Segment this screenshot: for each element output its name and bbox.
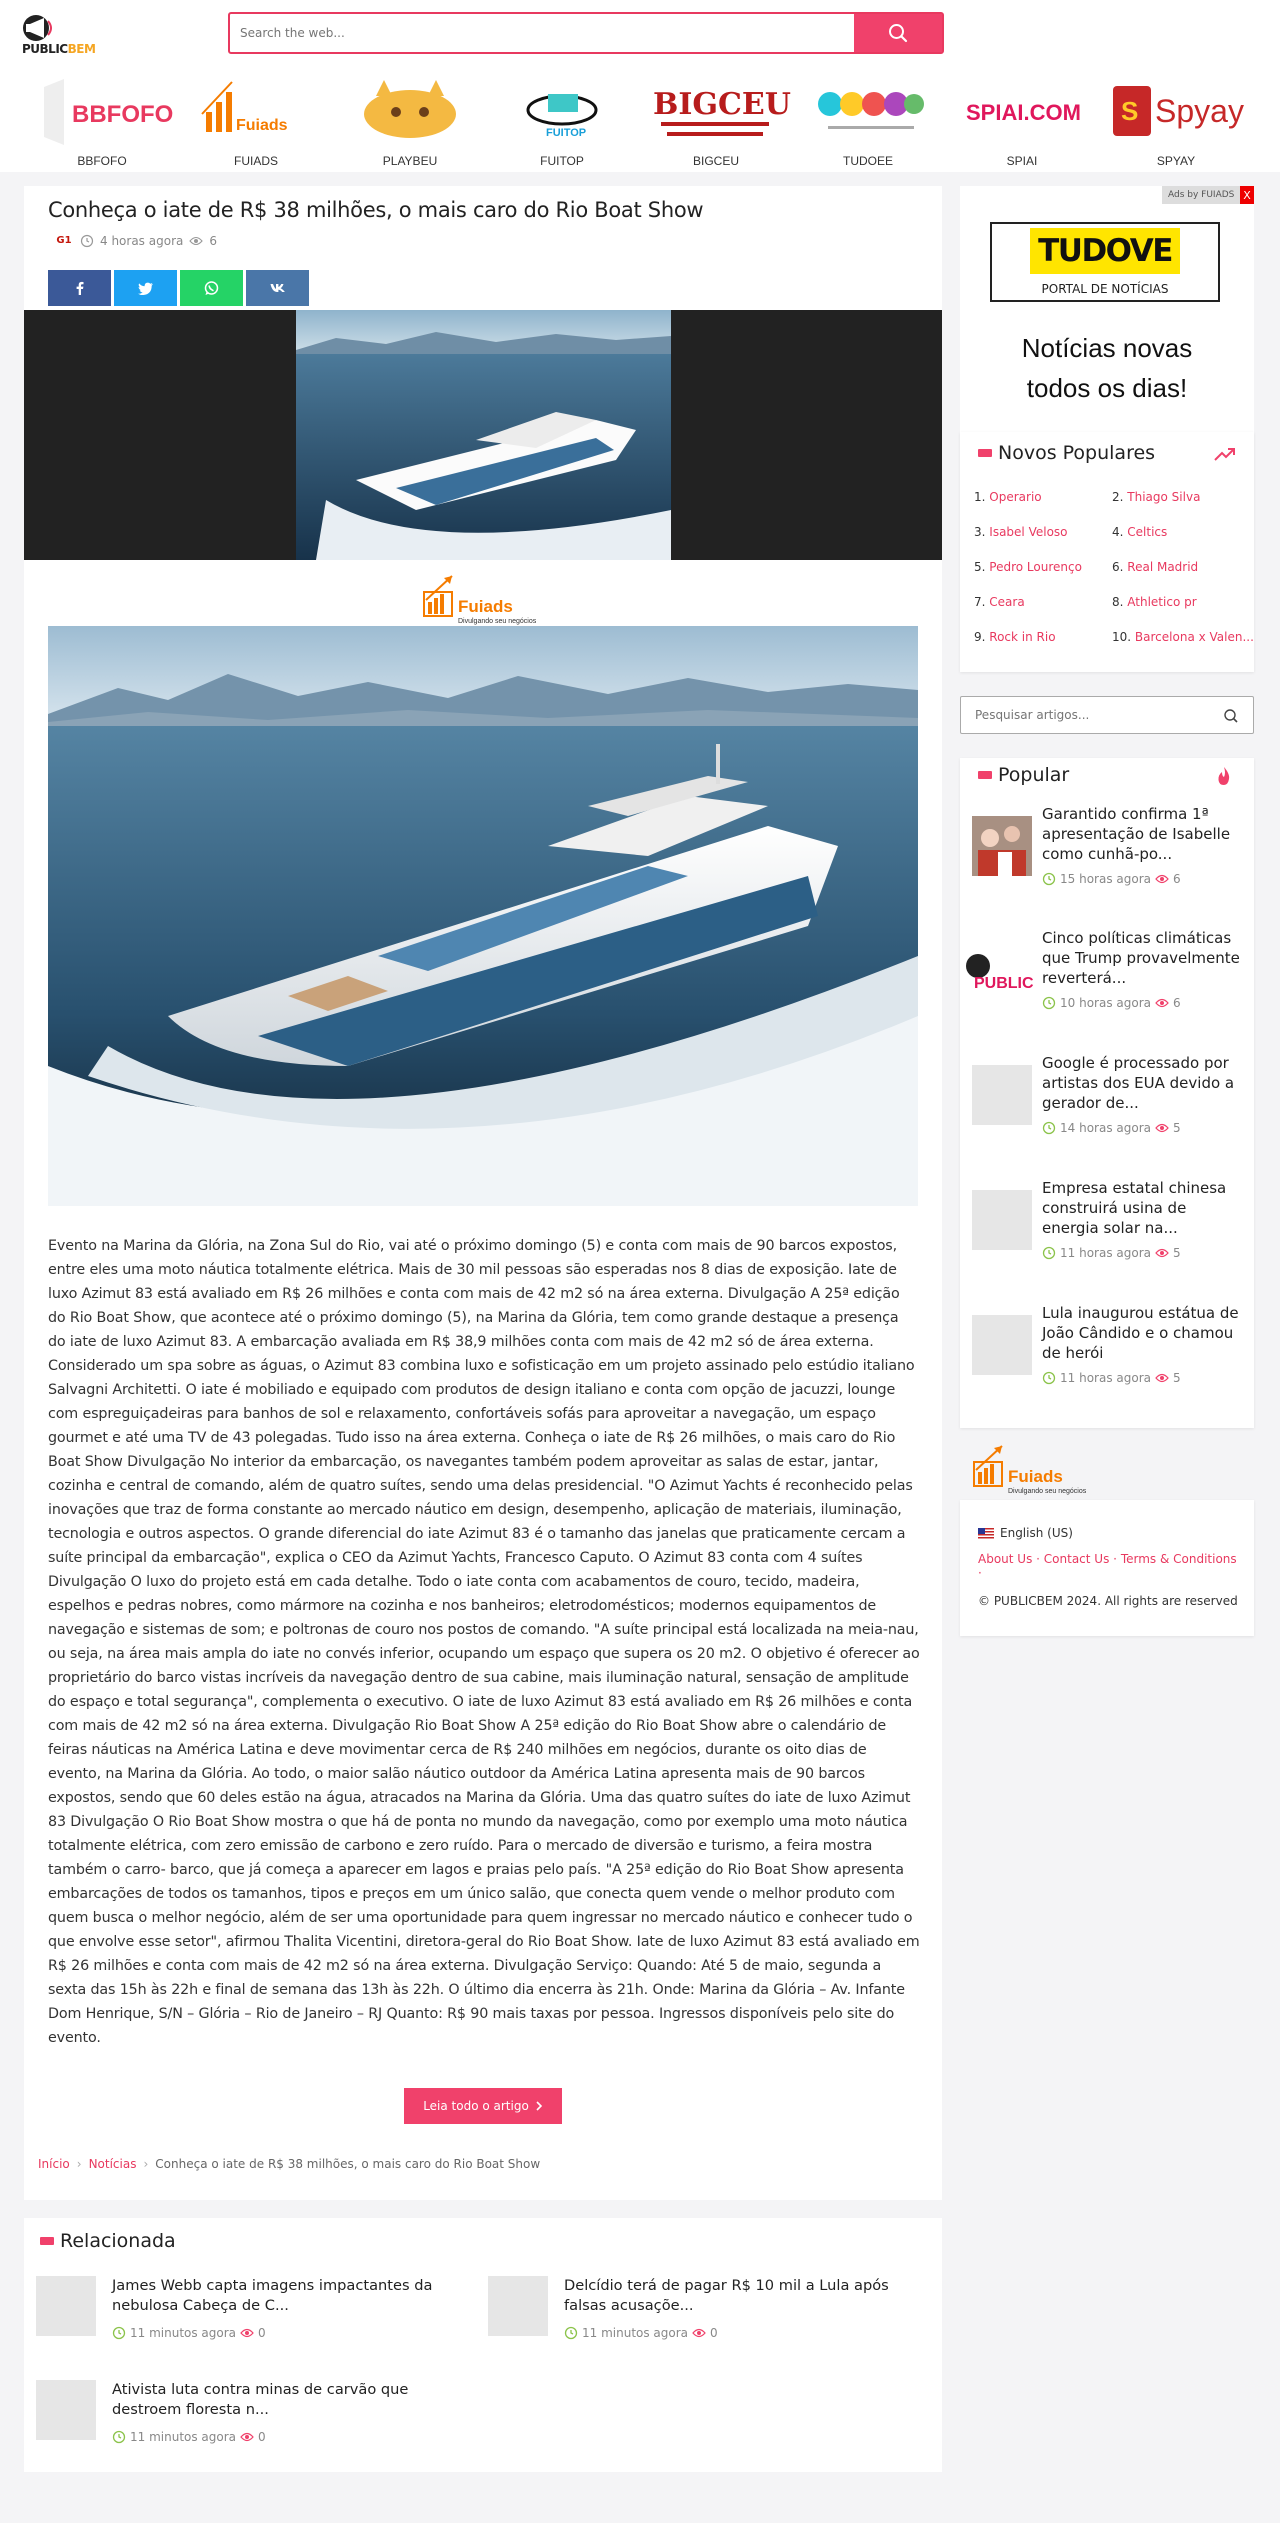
clock-icon bbox=[80, 234, 94, 248]
ad-brand-subtitle: PORTAL DE NOTÍCIAS bbox=[1041, 282, 1169, 296]
eye-icon bbox=[692, 2327, 706, 2339]
popular-meta bbox=[1042, 1371, 1181, 1385]
article-meta bbox=[54, 234, 217, 248]
ad-text bbox=[960, 328, 1254, 408]
popular-title[interactable]: Google é processado por artistas dos EUA devido a gerador de... bbox=[1042, 1054, 1235, 1112]
copyright: © PUBLICBEM 2024. All rights are reserved bbox=[978, 1594, 1238, 1608]
popular-title[interactable]: Empresa estatal chinesa construirá usina de energia solar na... bbox=[1042, 1179, 1227, 1237]
popular-meta bbox=[1042, 1121, 1181, 1135]
svg-text:S: S bbox=[1121, 96, 1139, 126]
partner-logo-fuitop bbox=[502, 74, 622, 150]
popular-time: 11 horas agora bbox=[1060, 1246, 1151, 1260]
popular-time: 10 horas agora bbox=[1060, 996, 1151, 1010]
footer-link-contact[interactable]: Contact Us bbox=[1043, 1552, 1110, 1566]
clock-icon bbox=[112, 2430, 126, 2444]
trending-item[interactable] bbox=[974, 630, 1104, 644]
fuiads-brand-logo bbox=[418, 570, 558, 626]
partner-strip bbox=[0, 70, 1280, 172]
trending-link[interactable]: Celtics bbox=[1127, 525, 1168, 539]
partner-logo-text: BBFOFO bbox=[72, 101, 174, 128]
related-time: 11 minutos agora bbox=[130, 2430, 237, 2444]
footer-link-separator: · bbox=[978, 1566, 982, 1580]
web-search-input[interactable] bbox=[240, 14, 840, 52]
partner-logo-fuiads bbox=[196, 74, 316, 150]
trending-rank: 3. bbox=[974, 525, 986, 539]
popular-thumbnail[interactable] bbox=[972, 1315, 1032, 1375]
related-views: 0 bbox=[258, 2326, 266, 2340]
partner-bigceu[interactable] bbox=[646, 74, 791, 170]
trending-heading-text: Novos Populares bbox=[998, 442, 1156, 464]
partner-spyay[interactable] bbox=[1106, 74, 1246, 170]
trending-link[interactable]: Pedro Lourenço bbox=[989, 560, 1082, 574]
trending-item[interactable] bbox=[1112, 525, 1242, 539]
related-views: 0 bbox=[258, 2430, 266, 2444]
popular-meta bbox=[1042, 996, 1181, 1010]
partner-logo-spyay bbox=[1116, 74, 1244, 150]
partner-logo-tudoee bbox=[808, 74, 928, 150]
trending-rank: 9. bbox=[974, 630, 986, 644]
share-whatsapp-button[interactable] bbox=[180, 270, 243, 306]
partner-label: PLAYBEU bbox=[382, 154, 438, 168]
web-search-button[interactable] bbox=[854, 14, 942, 52]
partner-logo-spiai bbox=[962, 74, 1082, 150]
partner-logo-text: Spyay bbox=[1155, 93, 1244, 129]
related-heading bbox=[40, 2230, 176, 2252]
partner-bbfofo[interactable] bbox=[32, 74, 172, 170]
site-footer bbox=[960, 1500, 1254, 1636]
brand-name: Fuiads bbox=[1008, 1467, 1063, 1486]
partner-label: SPIAI bbox=[1006, 154, 1038, 168]
yacht-hero-image bbox=[296, 310, 671, 560]
popular-views: 6 bbox=[1172, 996, 1181, 1010]
eye-icon bbox=[1155, 873, 1169, 885]
eye-icon bbox=[240, 2431, 254, 2443]
trending-item[interactable] bbox=[974, 595, 1104, 609]
trending-item[interactable] bbox=[974, 525, 1104, 539]
trending-heading bbox=[978, 442, 1155, 464]
trending-rank: 1. bbox=[974, 490, 986, 504]
search-icon[interactable] bbox=[1223, 708, 1239, 724]
twitter-icon bbox=[138, 282, 154, 295]
popular-thumbnail[interactable] bbox=[972, 940, 1032, 1000]
partner-label: SPYAY bbox=[1156, 154, 1196, 168]
breadcrumb-news[interactable]: Notícias bbox=[88, 2157, 137, 2171]
partner-logo-bbfofo bbox=[42, 74, 174, 150]
popular-thumbnail[interactable] bbox=[972, 1190, 1032, 1250]
popular-time: 11 horas agora bbox=[1060, 1371, 1151, 1385]
footer-link-separator: · bbox=[1113, 1552, 1121, 1566]
tudove-ad-logo bbox=[990, 222, 1220, 302]
breadcrumb-home[interactable]: Início bbox=[38, 2157, 70, 2171]
article-views: 6 bbox=[209, 234, 217, 248]
eye-icon bbox=[1155, 1247, 1169, 1259]
footer-link-separator: · bbox=[1036, 1552, 1044, 1566]
partner-fuiads[interactable] bbox=[186, 74, 326, 170]
partner-label: BBFOFO bbox=[77, 154, 127, 168]
eye-icon bbox=[1155, 997, 1169, 1009]
related-title[interactable]: James Webb capta imagens impactantes da nebulosa Cabeça de C... bbox=[112, 2277, 433, 2314]
trending-rank: 2. bbox=[1112, 490, 1124, 504]
header bbox=[0, 0, 1280, 70]
hero-image-banner bbox=[24, 310, 942, 560]
brand-tagline: Divulgando seu negócios bbox=[458, 618, 537, 625]
trending-item[interactable] bbox=[1112, 490, 1242, 504]
search-icon bbox=[887, 22, 909, 44]
facebook-icon bbox=[74, 281, 86, 295]
popular-heading-text: Popular bbox=[998, 764, 1070, 786]
related-thumbnail[interactable] bbox=[488, 2276, 548, 2336]
ad-brand: TUDOVE bbox=[1030, 228, 1180, 274]
svg-text:PUBLIC: PUBLIC bbox=[974, 975, 1034, 992]
related-meta bbox=[112, 2430, 266, 2444]
partner-label: FUIADS bbox=[233, 154, 278, 168]
trending-item[interactable] bbox=[974, 560, 1104, 574]
clock-icon bbox=[112, 2326, 126, 2340]
ads-by-label[interactable]: Ads by FUIADS bbox=[1162, 186, 1254, 204]
breadcrumb-current: Conheça o iate de R$ 38 milhões, o mais caro do Rio Boat Show bbox=[155, 2157, 541, 2171]
article-search bbox=[960, 696, 1254, 734]
trending-item[interactable] bbox=[1112, 560, 1242, 574]
popular-item[interactable] bbox=[972, 1053, 1252, 1153]
trending-rank: 6. bbox=[1112, 560, 1124, 574]
trending-link[interactable]: Ceara bbox=[989, 595, 1025, 609]
us-flag-icon bbox=[978, 1528, 994, 1539]
clock-icon bbox=[1042, 1121, 1056, 1135]
trending-item[interactable] bbox=[1112, 630, 1254, 644]
footer-links bbox=[978, 1552, 1238, 1580]
yacht-main-image bbox=[48, 626, 918, 1206]
article-title: Conheça o iate de R$ 38 milhões, o mais caro do Rio Boat Show bbox=[48, 198, 704, 222]
popular-thumbnail[interactable] bbox=[972, 816, 1032, 876]
trending-rank: 5. bbox=[974, 560, 986, 574]
partner-playbeu[interactable] bbox=[340, 74, 480, 170]
heading-accent bbox=[40, 2237, 54, 2245]
trending-up-icon bbox=[1214, 446, 1236, 462]
clock-icon bbox=[564, 2326, 578, 2340]
related-meta bbox=[112, 2326, 266, 2340]
related-item[interactable] bbox=[36, 2380, 466, 2450]
related-item[interactable] bbox=[36, 2276, 466, 2346]
partner-label: BIGCEU bbox=[692, 154, 739, 168]
trending-link[interactable]: Rock in Rio bbox=[989, 630, 1056, 644]
trending-link[interactable]: Isabel Veloso bbox=[989, 525, 1068, 539]
eye-icon bbox=[240, 2327, 254, 2339]
share-facebook-button[interactable] bbox=[48, 270, 111, 306]
chevron-right-icon bbox=[535, 2101, 543, 2111]
popular-views: 6 bbox=[1172, 872, 1181, 886]
related-item[interactable] bbox=[488, 2276, 918, 2346]
partner-logo-text: Fuiads bbox=[236, 117, 288, 134]
related-heading-text: Relacionada bbox=[60, 2230, 176, 2252]
footer-link-about[interactable]: About Us bbox=[978, 1552, 1033, 1566]
related-time: 11 minutos agora bbox=[582, 2326, 689, 2340]
popular-meta bbox=[1042, 1246, 1181, 1260]
trending-link[interactable]: Thiago Silva bbox=[1127, 490, 1201, 504]
popular-meta bbox=[1042, 872, 1181, 886]
popular-item[interactable] bbox=[972, 1178, 1252, 1278]
trending-item[interactable] bbox=[1112, 595, 1242, 609]
popular-title[interactable]: Garantido confirma 1ª apresentação de Isabelle como cunhã-po... bbox=[1042, 805, 1231, 863]
trending-box bbox=[960, 432, 1254, 672]
popular-item[interactable] bbox=[972, 928, 1252, 1028]
partner-logo-text: FUITOP bbox=[546, 127, 587, 139]
clock-icon bbox=[1042, 872, 1056, 886]
read-full-article-button[interactable] bbox=[404, 2088, 562, 2124]
trending-rank: 10. bbox=[1112, 630, 1132, 644]
trending-link[interactable]: Athletico pr bbox=[1127, 595, 1197, 609]
article-card bbox=[24, 186, 942, 2200]
share-vk-button[interactable] bbox=[246, 270, 309, 306]
related-views: 0 bbox=[710, 2326, 718, 2340]
related-title[interactable]: Ativista luta contra minas de carvão que destroem floresta n... bbox=[112, 2381, 409, 2418]
brand-name: Fuiads bbox=[458, 597, 513, 616]
heading-accent bbox=[978, 449, 992, 457]
popular-title[interactable]: Cinco políticas climáticas que Trump provavelmente reverterá... bbox=[1042, 929, 1240, 987]
language-selector[interactable] bbox=[978, 1526, 1073, 1540]
ad-text-line: todos os dias! bbox=[1026, 373, 1188, 403]
heading-accent bbox=[978, 771, 992, 779]
cat-mascot-icon bbox=[350, 74, 470, 150]
trending-link[interactable]: Real Madrid bbox=[1127, 560, 1199, 574]
eye-icon bbox=[189, 235, 203, 247]
article-time: 4 horas agora bbox=[100, 234, 184, 248]
clock-icon bbox=[1042, 1246, 1056, 1260]
clock-icon bbox=[1042, 996, 1056, 1010]
popular-views: 5 bbox=[1172, 1121, 1181, 1135]
sidebar-ad[interactable] bbox=[960, 186, 1254, 432]
popular-views: 5 bbox=[1172, 1371, 1181, 1385]
share-bar bbox=[48, 270, 309, 306]
clock-icon bbox=[1042, 1371, 1056, 1385]
popular-heading bbox=[978, 764, 1069, 786]
related-section bbox=[24, 2218, 942, 2472]
partner-logo-playbeu bbox=[350, 74, 470, 150]
partner-label: TUDOEE bbox=[842, 154, 893, 168]
trending-rank: 4. bbox=[1112, 525, 1124, 539]
breadcrumb bbox=[38, 2157, 540, 2171]
breadcrumb-separator: › bbox=[76, 2157, 82, 2171]
popular-item[interactable] bbox=[972, 804, 1252, 904]
trending-item[interactable] bbox=[974, 490, 1104, 504]
ad-close-button[interactable]: X bbox=[1240, 186, 1254, 204]
partner-logo-text: SPIAI.COM bbox=[966, 100, 1081, 125]
fuiads-footer-logo[interactable] bbox=[968, 1440, 1108, 1496]
partner-spiai[interactable] bbox=[952, 74, 1092, 170]
partner-fuitop[interactable] bbox=[492, 74, 632, 170]
related-title[interactable]: Delcídio terá de pagar R$ 10 mil a Lula após falsas acusaçõe... bbox=[564, 2277, 889, 2314]
flame-icon bbox=[1216, 766, 1232, 786]
popular-title[interactable]: Lula inaugurou estátua de João Cândido e o chamou de herói bbox=[1042, 1304, 1239, 1362]
breadcrumb-separator: › bbox=[143, 2157, 149, 2171]
vk-icon bbox=[270, 283, 286, 293]
popular-box bbox=[960, 758, 1254, 1428]
related-time: 11 minutos agora bbox=[130, 2326, 237, 2340]
trending-rank: 7. bbox=[974, 595, 986, 609]
read-more-label: Leia todo o artigo bbox=[423, 2099, 529, 2113]
partner-label: FUITOP bbox=[540, 154, 584, 168]
source-badge[interactable] bbox=[54, 234, 74, 248]
popular-item[interactable] bbox=[972, 1303, 1252, 1403]
web-search bbox=[228, 12, 944, 54]
popular-time: 14 horas agora bbox=[1060, 1121, 1151, 1135]
eye-icon bbox=[1155, 1372, 1169, 1384]
partner-logo-text: BIGCEU bbox=[653, 87, 791, 122]
article-search-input[interactable] bbox=[975, 697, 1195, 733]
related-meta bbox=[564, 2326, 718, 2340]
eye-icon bbox=[1155, 1122, 1169, 1134]
trending-link[interactable]: Operario bbox=[989, 490, 1042, 504]
language-label: English (US) bbox=[1000, 1526, 1073, 1540]
trending-rank: 8. bbox=[1112, 595, 1124, 609]
popular-thumbnail[interactable] bbox=[972, 1065, 1032, 1125]
article-body: Evento na Marina da Glória, na Zona Sul do Rio, vai até o próximo domingo (5) e conta com mais de 90 barcos expostos, entre eles uma moto náutica totalmente elétrica. Mais de 30 mil pessoas são esperadas nos 8 dias de exposição. Iate de luxo Azimut 83 está avaliado em R$ 26 milhões e conta com mais de 42 m2 só na área externa. Divulgação A 25ª edição do Rio Boat Show, que acontece até o próximo domingo (5), na Marina da Glória, tem como grande destaque a presença do iate de luxo Azimut 83. A embarcação avaliada em R$ 38,9 milhões conta com mais de 42 m2 só de área externa. Considerado um spa sobre as águas, o Azimut 83 combina luxo e sofisticação em um projeto assinado pelo estúdio italiano Salvagni Architetti. O iate é mobiliado e equipado com produtos de design italiano e conta com opção de jacuzzi, lounge com espreguiçadeiras para banhos de sol e relaxamento, confortáveis sofás para aproveitar a navegação, um espaço gourmet e até uma TV de 43 polegadas. Tudo isso na área externa. Conheça o iate de R$ 26 milhões, o mais caro do Rio Boat Show Divulgação No interior da embarcação, os navegantes também podem aproveitar as salas de estar, jantar, cozinha e central de comando, além de quatro suítes, sendo uma delas presidencial. "O Azimut Yachts é reconhecido pelas inovações que traz de forma constante ao mercado náutico em design, desempenho, aplicação de materiais, iluminação, tecnologia e outros aspectos. O grande diferencial do iate Azimut 83 é o tamanho das janelas que praticamente cercam a suíte principal da embarcação", explica o CEO da Azimut Yachts, Francesco Caputo. O Azimut 83 conta com 4 suítes Divulgação O luxo do projeto está em cada detalhe. Todo o iate conta com acabamentos de couro, tecido, madeira, espelhos e pedras nobres, como mármore na cozinha e nos banheiros; eletrodomésticos; modernos equipamentos de navegação e sistemas de som; e poltronas de couro nos postos de comando. "A suíte principal está localizada na meia-nau, ou seja, na área mais ampla do iate no convés inferior, ocupando um espaço que supera os 20 m2. O objetivo é oferecer ao proprietário do barco vistas incríveis da navegação dentro de sua cabine, mais iluminação natural, sensação de amplitude do espaço e total segurança", complementa o executivo. O iate de luxo Azimut 83 está avaliado em R$ 26 milhões e conta com mais de 42 m2 só na área externa. Divulgação Rio Boat Show A 25ª edição do Rio Boat Show abre o calendário de feiras náuticas na América Latina e deve movimentar cerca de R$ 240 milhões em negócios, durante os oito dias de evento, na Marina da Glória. Ao todo, o maior salão náutico outdoor da América Latina apresenta mais de 90 barcos expostos, sendo que 60 deles estão na água, atracados na Marina da Glória. Uma das quatro suítes do iate de luxo Azimut 83 Divulgação O Rio Boat Show mostra o que há de ponta no mundo da navegação, como por exemplo uma moto náutica totalmente elétrica, com zero emissão de carbono e zero ruído. Para o mercado de diversão e turismo, a feira mostra também o carro- barco, que já começa a aparecer em lagos e praias pelo país. "A 25ª edição do Rio Boat Show apresenta embarcações de todos os tamanhos, tipos e preços em um único salão, que conecta quem vende o melhor produto com quem busca o melhor negócio, além de ser uma oportunidade para quem ingressar no mercado náutico e conhecer tudo o que envolve esse setor", afirmou Thalita Vicentini, diretora-geral do Rio Boat Show. Iate de luxo Azimut 83 está avaliado em R$ 26 milhões e conta com mais de 42 m2 só na área externa. Divulgação Serviço: Quando: Até 5 de maio, segunda a sexta das 15h às 22h e final de semana das 13h às 22h. O último dia encerra às 21h. Onde: Marina da Glória – Av. Infante Dom Henrique, S/N – Glória – Rio de Janeiro – RJ Quanto: R$ 90 mais taxas por pessoa. Ingressos disponíveis pelo site do evento. bbox=[48, 1238, 920, 2046]
source-name: G1 bbox=[56, 235, 72, 246]
site-logo-text: PUBLICBEM bbox=[22, 42, 96, 56]
partner-logo-bigceu bbox=[653, 74, 791, 150]
trending-link[interactable]: Barcelona x Valen... bbox=[1134, 630, 1254, 644]
related-thumbnail[interactable] bbox=[36, 2380, 96, 2440]
footer-link-terms[interactable]: Terms & Conditions bbox=[1120, 1552, 1237, 1566]
ad-text-line: Notícias novas bbox=[1021, 333, 1193, 363]
popular-time: 15 horas agora bbox=[1060, 872, 1151, 886]
related-thumbnail[interactable] bbox=[36, 2276, 96, 2336]
popular-views: 5 bbox=[1172, 1246, 1181, 1260]
whatsapp-icon bbox=[204, 281, 219, 296]
brand-tagline: Divulgando seu negócios bbox=[1008, 1488, 1087, 1495]
partner-tudoee[interactable] bbox=[798, 74, 938, 170]
share-twitter-button[interactable] bbox=[114, 270, 177, 306]
